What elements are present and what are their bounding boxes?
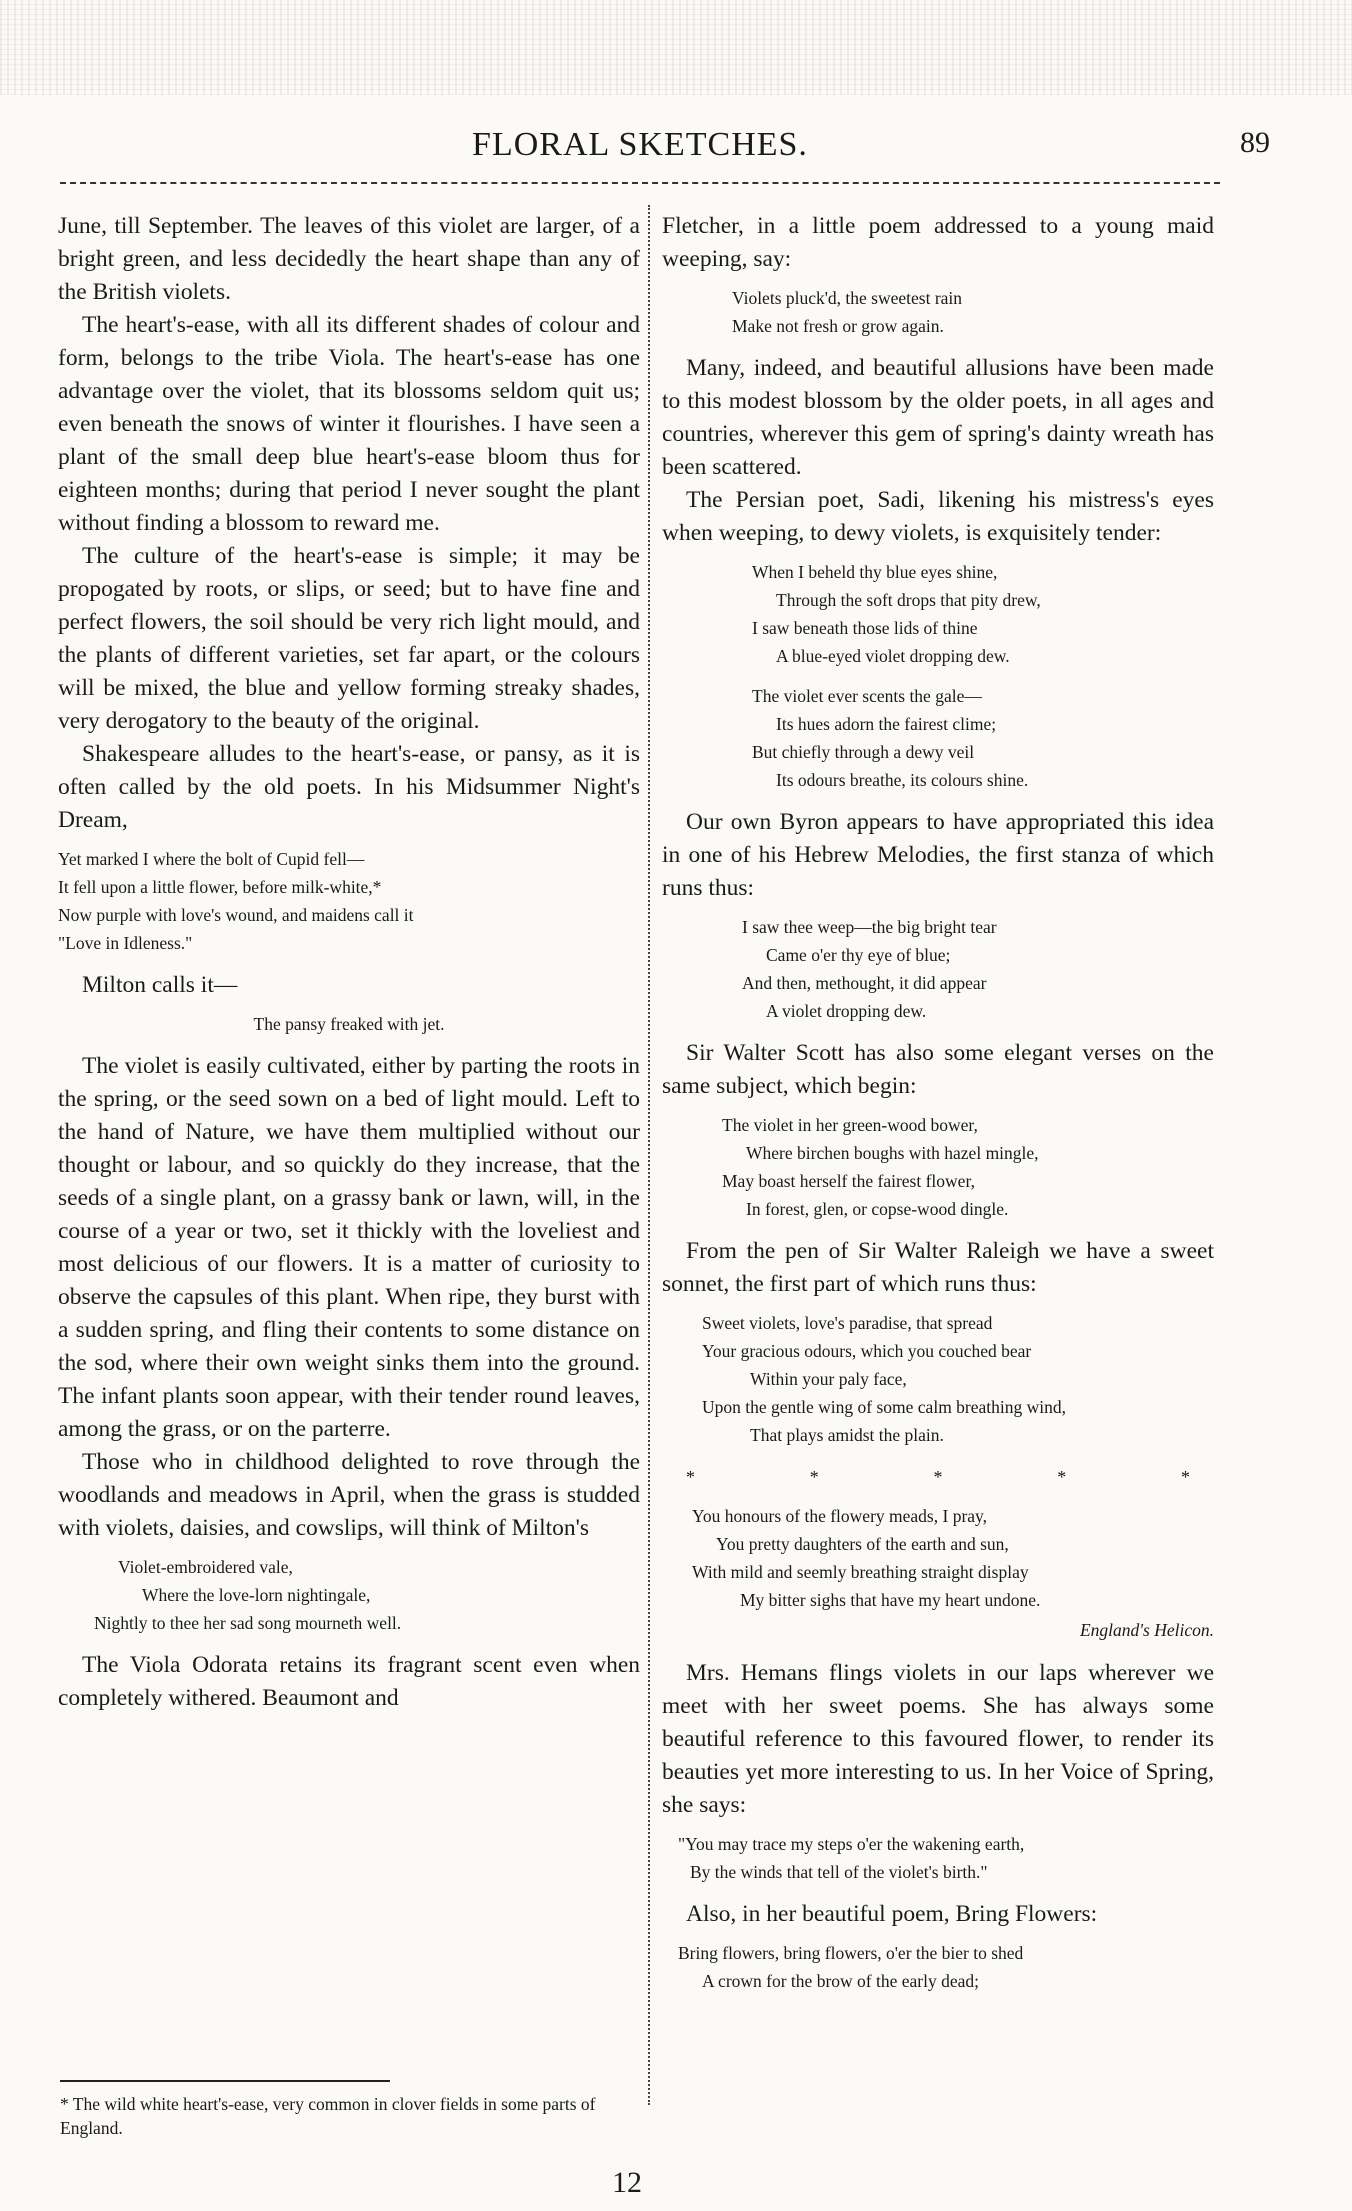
verse-block [662, 558, 1214, 670]
footnote: * The wild white heart's-ease, very common in clover fields in some parts of England. [60, 2094, 596, 2138]
verse-line: Its odours breathe, its colours shine. [776, 770, 1029, 790]
scan-noise [0, 0, 1352, 95]
verse-block [662, 1309, 1214, 1449]
verse-line: It fell upon a little flower, before milk-white,* [58, 877, 382, 897]
verse-block [662, 284, 1214, 340]
right-column [662, 210, 1214, 2007]
paragraph: Mrs. Hemans flings violets in our laps wherever we meet with her sweet poems. She has always some beautiful reference to this favoured flower, to render its beauties yet more interesting to us. In her Voice of Spring, she says: [662, 1660, 1214, 1818]
star: * [809, 1467, 819, 1487]
verse-line: "You may trace my steps o'er the wakening earth, [678, 1834, 1025, 1854]
verse-line: Yet marked I where the bolt of Cupid fell— [58, 849, 365, 869]
verse-line: My bitter sighs that have my heart undone. [740, 1590, 1041, 1610]
star: * [1181, 1467, 1190, 1487]
verse-line: Bring flowers, bring flowers, o'er the bier to shed [678, 1943, 1024, 1963]
verse-block [662, 682, 1214, 794]
verse-line: Where birchen boughs with hazel mingle, [746, 1143, 1039, 1163]
verse-line: Your gracious odours, which you couched bear [702, 1341, 1032, 1361]
verse-line: Upon the gentle wing of some calm breathing wind, [702, 1397, 1067, 1417]
verse-line: That plays amidst the plain. [750, 1425, 944, 1445]
verse-line: I saw beneath those lids of thine [752, 618, 978, 638]
verse-line: Violet-embroidered vale, [118, 1557, 293, 1577]
verse-line: The pansy freaked with jet. [253, 1014, 445, 1034]
verse-line: Sweet violets, love's paradise, that spread [702, 1313, 993, 1333]
paragraph: Our own Byron appears to have appropriated this idea in one of his Hebrew Melodies, the first stanza of which runs thus: [662, 809, 1214, 901]
verse-line: A blue-eyed violet dropping dew. [776, 646, 1010, 666]
verse-line: Its hues adorn the fairest clime; [776, 714, 997, 734]
verse-line: The violet ever scents the gale— [752, 686, 982, 706]
left-column [58, 210, 640, 1715]
verse-block [662, 1502, 1214, 1614]
running-header [60, 120, 1270, 170]
paragraph: Sir Walter Scott has also some elegant verses on the same subject, which begin: [662, 1040, 1214, 1099]
verse-line: In forest, glen, or copse-wood dingle. [746, 1199, 1009, 1219]
verse-block [662, 1111, 1214, 1223]
footnote-rule [60, 2080, 390, 2082]
verse-block [58, 845, 640, 957]
verse-line: "Love in Idleness." [58, 933, 193, 953]
page-signature-number: 12 [612, 2166, 642, 2199]
paragraph: From the pen of Sir Walter Raleigh we have a sweet sonnet, the first part of which runs thus: [662, 1238, 1214, 1297]
verse-line: When I beheld thy blue eyes shine, [752, 562, 998, 582]
star: * [933, 1467, 943, 1487]
paragraph: Milton calls it— [82, 972, 238, 998]
verse-line: Now purple with love's wound, and maidens call it [58, 905, 414, 925]
citation: England's Helicon. [1079, 1620, 1214, 1640]
paragraph: Shakespeare alludes to the heart's-ease, or pansy, as it is often called by the old poets. In his Midsummer Night's Dream, [58, 741, 640, 833]
verse-block [58, 1553, 640, 1637]
verse-line: Make not fresh or grow again. [732, 316, 944, 336]
verse-line: But chiefly through a dewy veil [752, 742, 975, 762]
column-divider [648, 205, 650, 2105]
verse-line: The violet in her green-wood bower, [722, 1115, 978, 1135]
verse-line: You honours of the flowery meads, I pray, [692, 1506, 988, 1526]
header-page-number: 89 [1240, 126, 1270, 159]
star: * [686, 1467, 695, 1487]
verse-line: By the winds that tell of the violet's birth." [690, 1862, 988, 1882]
verse-line: I saw thee weep—the big bright tear [742, 917, 997, 937]
verse-block [662, 1830, 1214, 1886]
header-rule [60, 182, 1220, 184]
header-title: FLORAL SKETCHES. [472, 126, 808, 163]
verse-line: With mild and seemly breathing straight display [692, 1562, 1029, 1582]
paragraph: The violet is easily cultivated, either by parting the roots in the spring, or the seed sown on a bed of light mould. Left to the hand of Nature, we have them multiplied without our thought or labour, and so quickly do they increase, that the seeds of a single plant, on a grassy bank or lawn, will, in the course of a year or two, set it thickly with the loveliest and most delicious of our flowers. It is a matter of curiosity to observe the capsules of this plant. When ripe, they burst with a sudden spring, and fling their contents to some distance on the sod, where their own weight sinks them into the ground. The infant plants soon appear, with their tender round leaves, among the grass, or on the parterre. [58, 1053, 640, 1442]
star: * [1057, 1467, 1067, 1487]
paragraph: Fletcher, in a little poem addressed to a young maid weeping, say: [662, 213, 1214, 272]
verse-line: Came o'er thy eye of blue; [766, 945, 951, 965]
verse-line: Within your paly face, [750, 1369, 907, 1389]
paragraph: The Persian poet, Sadi, likening his mistress's eyes when weeping, to dewy violets, is exquisitely tender: [662, 487, 1214, 546]
paragraph: Also, in her beautiful poem, Bring Flowers: [686, 1901, 1098, 1927]
section-break-stars [662, 1461, 1214, 1494]
paragraph: The Viola Odorata retains its fragrant scent even when completely withered. Beaumont and [58, 1652, 640, 1711]
verse-line: A violet dropping dew. [766, 1001, 927, 1021]
verse-block [662, 1939, 1214, 1995]
paragraph: Many, indeed, and beautiful allusions have been made to this modest blossom by the older poets, in all ages and countries, wherever this gem of spring's dainty wreath has been scattered. [662, 355, 1214, 480]
verse-block [662, 913, 1214, 1025]
verse-line: May boast herself the fairest flower, [722, 1171, 975, 1191]
paragraph: The culture of the heart's-ease is simple; it may be propogated by roots, or slips, or seed; but to have fine and perfect flowers, the soil should be very rich light mould, and the plants of different varieties, set far apart, or the colours will be mixed, the blue and yellow forming streaky shades, very derogatory to the beauty of the original. [58, 543, 640, 734]
paragraph: Those who in childhood delighted to rove through the woodlands and meadows in April, when the grass is studded with violets, daisies, and cowslips, will think of Milton's [58, 1449, 640, 1541]
verse-line: And then, methought, it did appear [742, 973, 987, 993]
verse-line: Through the soft drops that pity drew, [776, 590, 1041, 610]
verse-line: Nightly to thee her sad song mourneth well. [94, 1613, 402, 1633]
verse-line: Where the love-lorn nightingale, [142, 1585, 371, 1605]
paragraph: The heart's-ease, with all its different shades of colour and form, belongs to the tribe Viola. The heart's-ease has one advantage over the violet, that its blossoms seldom quit us; even beneath the snows of winter it flourishes. I have seen a plant of the small deep blue heart's-ease bloom thus for eighteen months; during that period I never sought the plant without finding a blossom to reward me. [58, 312, 640, 536]
paragraph: June, till September. The leaves of this violet are larger, of a bright green, and less decidedly the heart shape than any of the British violets. [58, 213, 640, 305]
verse-block [58, 1010, 640, 1038]
verse-line: You pretty daughters of the earth and sun, [716, 1534, 1009, 1554]
verse-line: Violets pluck'd, the sweetest rain [732, 288, 963, 308]
verse-line: A crown for the brow of the early dead; [702, 1971, 979, 1991]
